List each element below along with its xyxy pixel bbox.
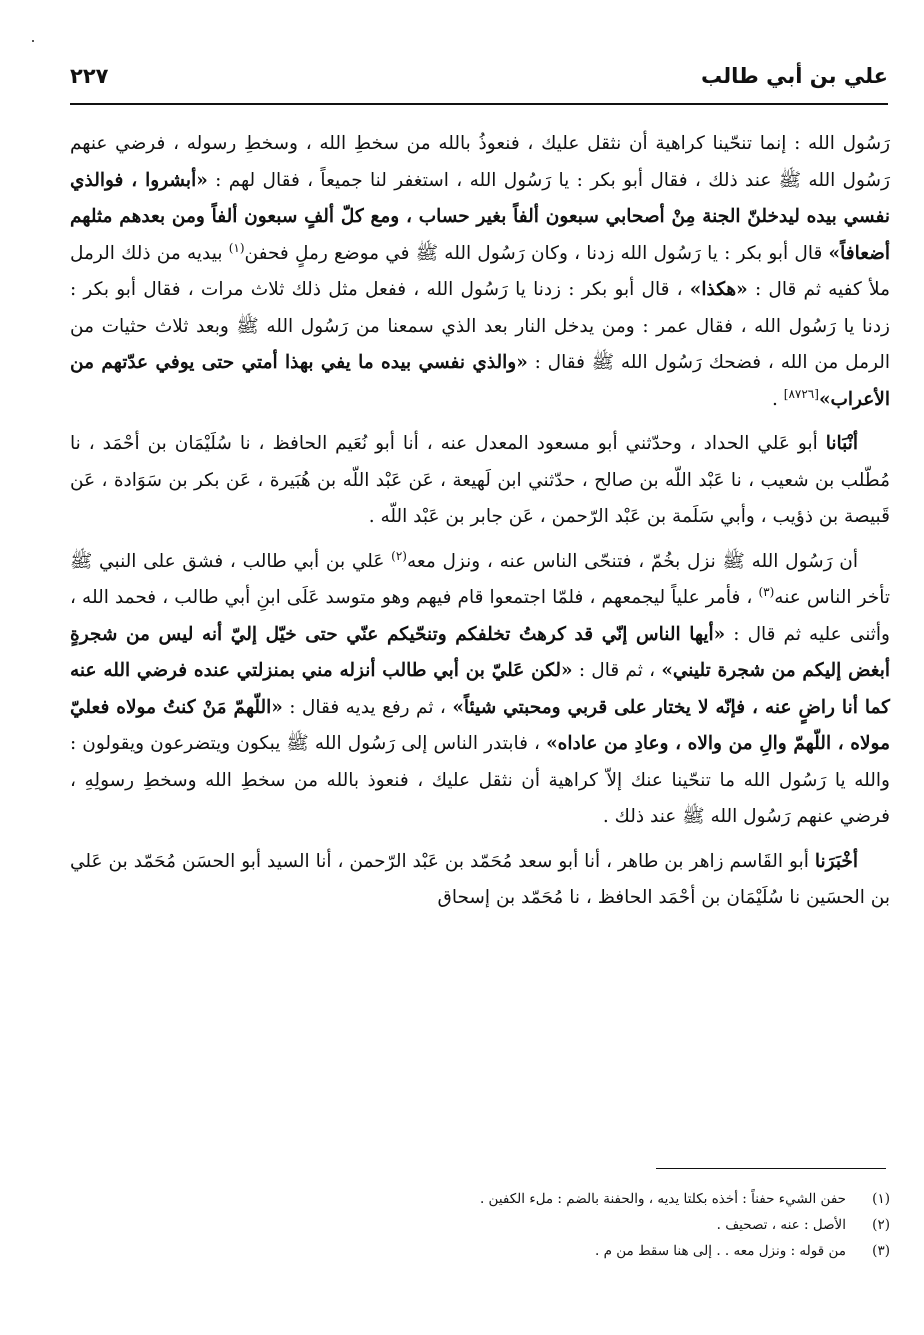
- paragraph-2: [70, 426, 890, 536]
- text-span: أن رَسُول الله ﷺ نزل بخُمّ ، فتنحّى الناس عنه ، ونزل معه: [406, 550, 858, 572]
- footnote-number: (٣): [872, 1243, 890, 1259]
- isnad-start: أنْبَانا: [825, 433, 858, 454]
- hadith-quote: «والذي نفسي بيده ما يفي بهذا أمتي حتى يوفي عدّتهم من الأعراب»: [70, 352, 890, 410]
- footnotes: [70, 1186, 890, 1264]
- footnote-ref: (٣): [758, 584, 775, 599]
- text-span: ، ثم رفع يديه فقال :: [282, 696, 453, 718]
- text-span: قال أبو بكر : يا رَسُول الله زدنا ، وكان رَسُول الله ﷺ في موضع رملٍ فحفن: [244, 242, 829, 264]
- text-span: .: [772, 388, 784, 410]
- paragraph-3: [70, 544, 890, 836]
- footnote-number: (٢): [872, 1217, 890, 1233]
- text-span: ، ثم قال :: [572, 660, 662, 681]
- footnote-ref: (١): [228, 240, 245, 255]
- footnote-1: [70, 1186, 890, 1212]
- running-title: علي بن أبي طالب: [701, 64, 888, 88]
- footnote-text: من قوله : ونزل معه . . إلى هنا سقط من م .: [595, 1243, 846, 1259]
- hadith-number: [٨٧٢٦]: [783, 386, 819, 401]
- page-number: ٢٢٧: [70, 64, 109, 88]
- hadith-quote: «اللّهمّ مَنْ كنتُ مولاه فعليّ مولاه ، اللّهمّ والِ من والاه ، وعادِ من عاداه»: [70, 696, 890, 754]
- hadith-quote: «لكن عَليّ بن أبي طالب أنزله مني بمنزلتي عنده فرضي الله عنه كما أنا راضٍ عنه ، فإنّه لا يختار على قربي ومحبتي شيئاً»: [70, 660, 890, 718]
- text-span: ، قال أبو بكر : زدنا يا رَسُول الله ، ففعل مثل ذلك ثلاث مرات ، فقال أبو بكر : زدنا يا رَسُول الله ، فقال عمر : ومن يدخل النار بعد الذي سمعنا من رَسُول الله ﷺ وبعد ثلاث حثيات من الرمل من الله ، فضحك رَسُول الله ﷺ فقال :: [70, 279, 891, 373]
- footnote-rule: [656, 1168, 886, 1169]
- header-rule: [70, 103, 888, 105]
- footnote-ref: (٢): [391, 548, 407, 563]
- scan-speck: [32, 40, 34, 42]
- text-span: أبو عَلي الحداد ، وحدّثني أبو مسعود المعدل عنه ، أنا أبو نُعَيم الحافظ ، نا سُلَيْمَان بن أحْمَد ، نا مُطّلب بن شعيب ، نا عَبْد اللّه بن صالح ، حدّثني ابن لَهيعة ، عَن عَبْد اللّه بن هُبَيرة ، عَن بكر بن سَوَادة ، عَن قَبيصة بن ذؤيب ، وأبي سَلَمة بن عَبْد الرّحمن ، عَن جابر بن عَبْد اللّه .: [70, 433, 890, 527]
- text-span: أبو القَاسم زاهر بن طاهر ، أنا أبو سعد مُحَمّد بن عَبْد الرّحمن ، أنا السيد أبو الحسَن مُحَمّد بن عَلي بن الحسَين نا سُلَيْمَان بن أحْمَد الحافظ ، نا مُحَمّد بن إسحاق: [70, 850, 890, 908]
- text-span: عَلي بن أبي طالب ، فشق على النبي ﷺ تأخر الناس عنه: [70, 550, 891, 608]
- paragraph-1: [70, 126, 890, 418]
- footnote-number: (١): [872, 1191, 890, 1207]
- page-header: [70, 64, 888, 96]
- main-text: [70, 126, 890, 925]
- footnote-2: [70, 1212, 890, 1238]
- footnote-text: الأصل : عنه ، تصحيف .: [716, 1217, 846, 1233]
- text-span: ، فابتدر الناس إلى رَسُول الله ﷺ يبكون ويتضرعون ويقولون : والله يا رَسُول الله ما تنحّينا عنك إلاّ كراهية أن نثقل عليك ، فنعوذ بالله من سخطِ الله وسخطِ رسولِهِ ، فرضي عنهم رَسُول الله ﷺ عند ذلك .: [70, 733, 890, 827]
- footnote-3: [70, 1238, 890, 1264]
- footnote-text: حفن الشيء حفناً : أخذه بكلتا يديه ، والحفنة بالضم : ملء الكفين .: [479, 1191, 846, 1207]
- hadith-quote: «هكذا»: [689, 279, 748, 300]
- hadith-quote: «أيها الناس إنّي قد كرهتُ تخلفكم وتنحّيكم عنّي حتى خيّل إليّ أنه ليس من شجرةٍ أبغض إليكم من شجرة تليني»: [70, 623, 890, 681]
- text-span: بيديه من ذلك الرمل ملأ كفيه ثم قال :: [70, 242, 890, 300]
- paragraph-4: [70, 844, 890, 917]
- hadith-quote: «أبشروا ، فوالذي نفسي بيده ليدخلنّ الجنة مِنْ أصحابي سبعون ألفاً بغير حساب ، ومع كلّ ألفٍ سبعون ألفاً ومن بعدهم مثلهم أضعافاً»: [70, 169, 890, 264]
- isnad-start: أخْبَرَنا: [814, 850, 858, 872]
- text-span: رَسُول الله : إنما تنحّينا كراهية أن نثقل عليك ، فنعوذُ بالله من سخطِ الله ، وسخطِ رسوله ، فرضي عنهم رَسُول الله ﷺ عند ذلك ، فقال أبو بكر : يا رَسُول الله ، استغفر لنا جميعاً ، فقال لهم :: [70, 133, 890, 191]
- text-span: ، فأمر علياً ليجمعهم ، فلمّا اجتمعوا قام فيهم وهو متوسد عَلَى ابنِ أبي طالب ، فحمد الله ، وأثنى عليه ثم قال :: [70, 587, 890, 645]
